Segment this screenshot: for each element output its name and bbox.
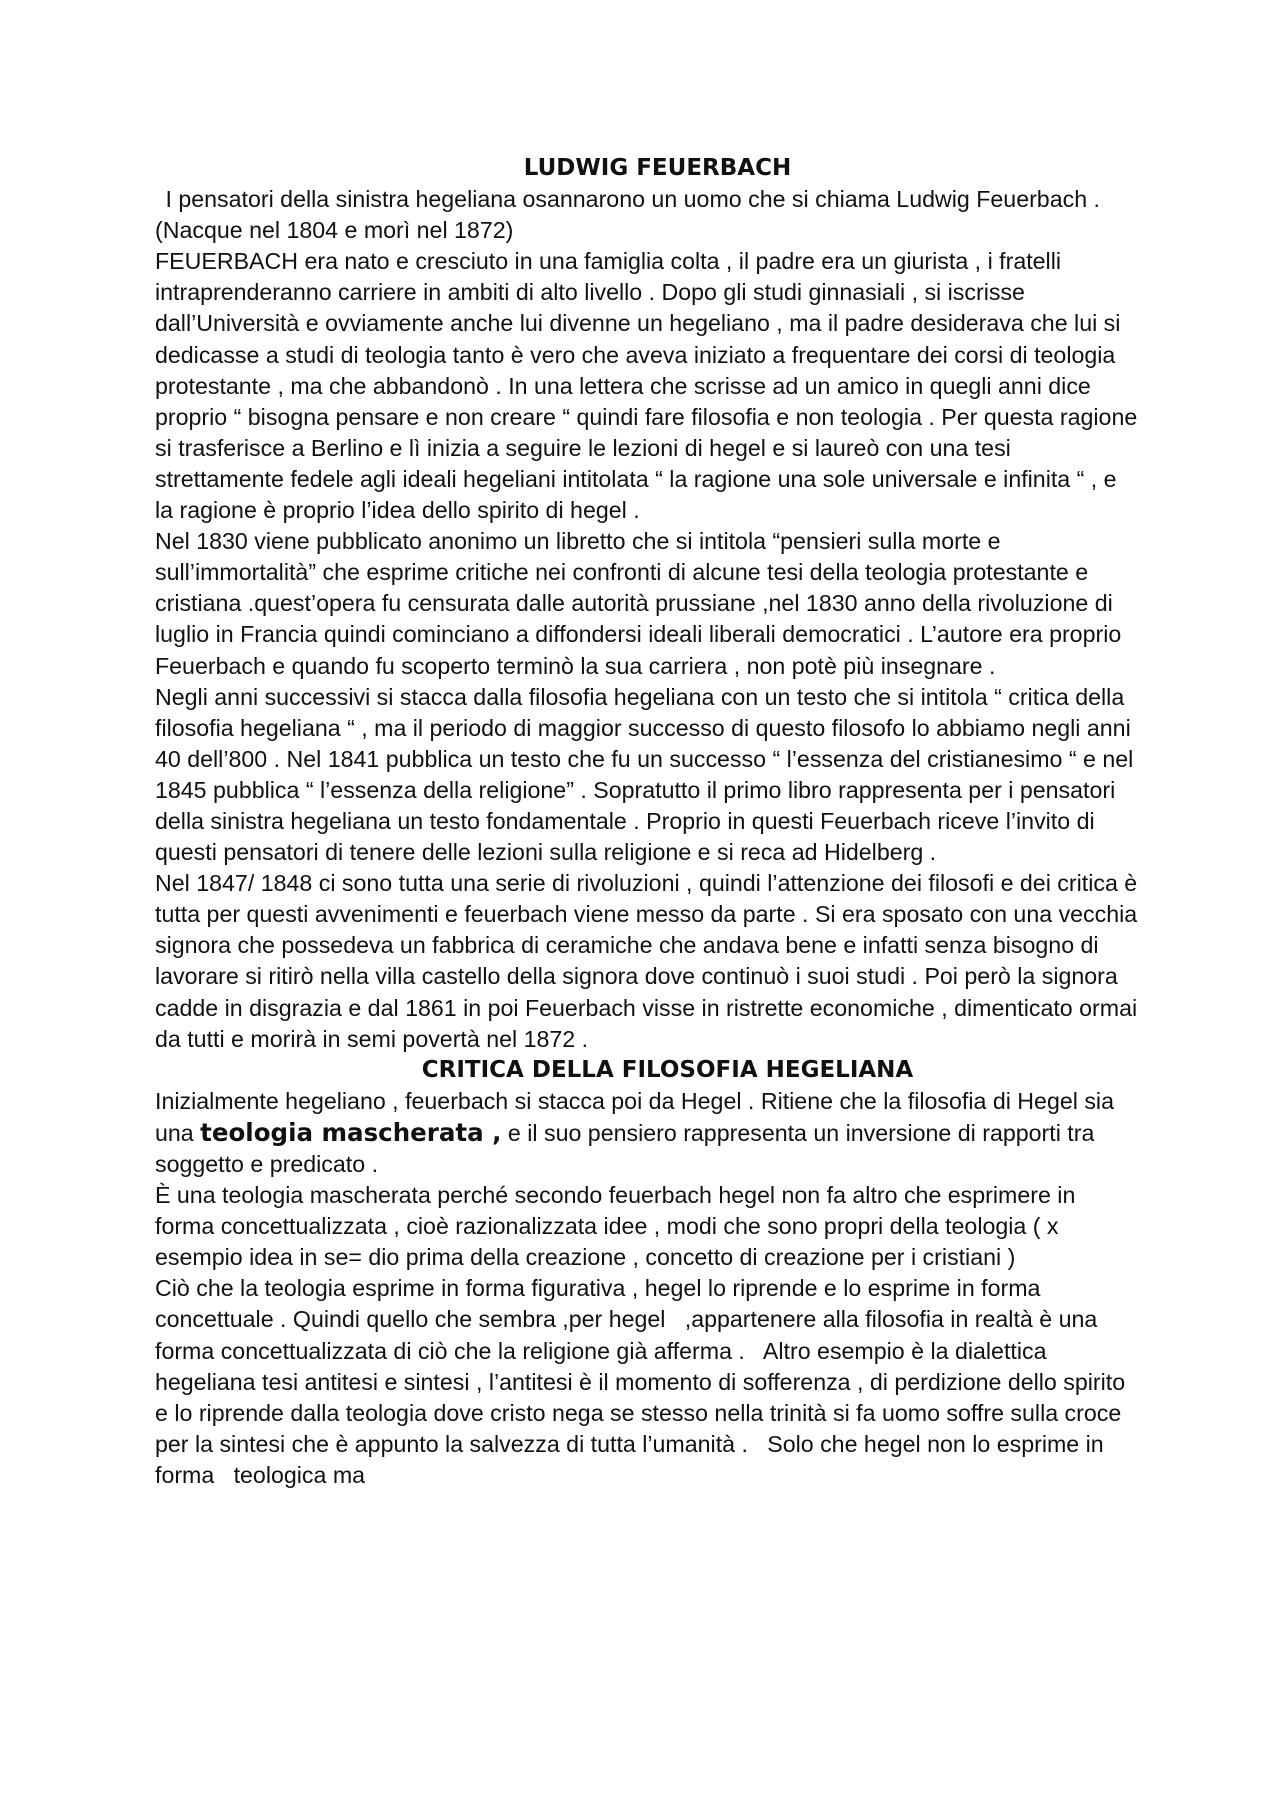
section-intro-continuation: e il suo pensiero rappresenta un inversione di rapporti tra soggetto e predicato . <box>155 1119 1095 1177</box>
paragraph-dialectic: Ciò che la teologia esprime in forma figurativa , hegel lo riprende e lo esprime in forma concettuale . Quindi quello che sembra ,per hegel ,appartenere alla filosofia in realtà è una forma concettualizzata di ciò che la religione già afferma . Altro esempio è la dialettica hegeliana tesi antitesi e sintesi , l’antitesi è il momento di sofferenza , di perdizione dello spirito e lo riprende dalla teologia dove cristo nega se stesso nella trinità si fa uomo soffre sulla croce per la sintesi che è appunto la salvezza di tutta l’umanità . Solo che hegel non lo esprime in forma teologica ma <box>155 1275 1132 1488</box>
document-title: LUDWIG FEUERBACH <box>523 155 792 181</box>
paragraph-biography: FEUERBACH era nato e cresciuto in una famiglia colta , il padre era un giurista , i fratelli intraprenderanno carriere in ambiti di alto livello . Dopo gli studi ginnasiali , si iscrisse dall’Università e ovviamente anche lui divenne un hegeliano , ma il padre desiderava che lui si dedicasse a studi di teologia tanto è vero che aveva iniziato a frequentare dei corsi di teologia protestante , ma che abbandonò . In una lettera che scrisse ad un amico in quegli anni dice proprio “ bisogna pensare e non creare “ quindi fare filosofia e non teologia . Per questa ragione si trasferisce a Berlino e lì inizia a seguire le lezioni di hegel e si laureò con una tesi strettamente fedele agli ideali hegeliani intitolata “ la ragione una sole universale e infinita “ , e la ragione è proprio l’idea dello spirito di hegel . <box>155 248 1138 524</box>
document-body <box>155 153 1140 1491</box>
section-intro-text: Inizialmente hegeliano , feuerbach si stacca poi da Hegel . Ritiene che la filosofia di Hegel sia una <box>155 1087 1114 1146</box>
paragraph-section-intro <box>155 1086 1140 1180</box>
paragraph-1830-pamphlet: Nel 1830 viene pubblicato anonimo un libretto che si intitola “pensieri sulla morte e sull’immortalità” che esprime critiche nei confronti di alcune tesi della teologia protestante e cristiana .quest’opera fu censurata dalle autorità prussiane ,nel 1830 anno della rivoluzione di luglio in Francia quindi cominciano a diffondersi ideali liberali democratici . L’autore era proprio Feuerbach e quando fu scoperto terminò la sua carriera , non potè più insegnare . <box>155 528 1122 679</box>
paragraph-later-works: Negli anni successivi si stacca dalla filosofia hegeliana con un testo che si intitola “ critica della filosofia hegeliana “ , ma il periodo di maggior successo di questo filosofo lo abbiamo negli anni 40 dell’800 . Nel 1841 pubblica un testo che fu un successo “ l’essenza del cristianesimo “ e nel 1845 pubblica “ l’essenza della religione” . Sopratutto il primo libro rappresenta per i pensatori della sinistra hegeliana un testo fondamentale . Proprio in questi Feuerbach riceve l’invito di questi pensatori di tenere delle lezioni sulla religione e si reca ad Hidelberg . <box>155 683 1134 866</box>
paragraph-masked-theology: È una teologia mascherata perché secondo feuerbach hegel non fa altro che esprimere in forma concettualizzata , cioè razionalizzata idee , modi che sono propri della teologia ( x esempio idea in se= dio prima della creazione , concetto di creazione per i cristiani ) <box>155 1182 1076 1271</box>
emphasis-text: teologia mascherata , <box>200 1117 502 1147</box>
paragraph-revolutions: Nel 1847/ 1848 ci sono tutta una serie di rivoluzioni , quindi l’attenzione dei filosofi e dei critica è tutta per questi avvenimenti e feuerbach viene messo da parte . Si era sposato con una vecchia signora che possedeva un fabbrica di ceramiche che andava bene e infatti senza bisogno di lavorare si ritirò nella villa castello della signora dove continuò i suoi studi . Poi però la signora cadde in disgrazia e dal 1861 in poi Feuerbach visse in ristrette economiche , dimenticato ormai da tutti e morirà in semi povertà nel 1872 . <box>155 870 1138 1052</box>
section-title: CRITICA DELLA FILOSOFIA HEGELIANA <box>421 1056 914 1083</box>
paragraph-intro: I pensatori della sinistra hegeliana osannarono un uomo che si chiama Ludwig Feuerbach . (Nacque nel 1804 e morì nel 1872) <box>155 186 1107 244</box>
